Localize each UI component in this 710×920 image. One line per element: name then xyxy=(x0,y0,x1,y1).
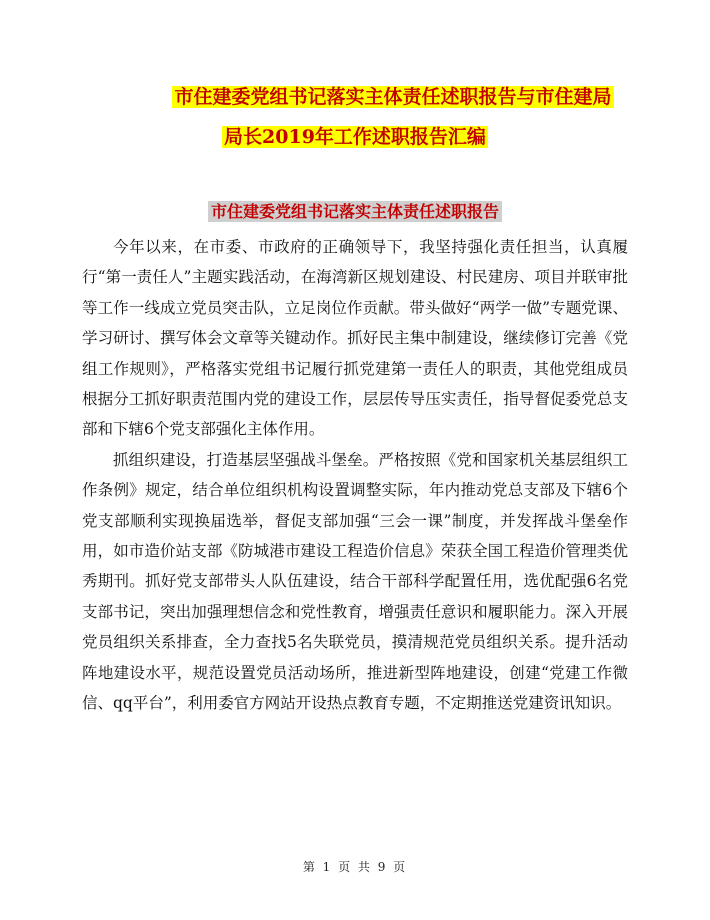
title-line-1-text: 市住建委党组书记落实主体责任述职报告与市住建局 xyxy=(174,86,612,108)
section-title-text: 市住建委党组书记落实主体责任述职报告 xyxy=(208,201,502,222)
title-line-2-text: 局长2019年工作述职报告汇编 xyxy=(224,126,486,148)
paragraph: 抓组织建设，打造基层坚强战斗堡垒。严格按照《党和国家机关基层组织工作条例》规定，结合单位组织机构设置调整实际，年内推动党总支部及下辖6个党支部顺利实现换届选举，督促支部加强“三会一课”制度，并发挥战斗堡垒作用，如市造价站支部《防城港市建设工程造价信息》荣获全国工程造价管理类优秀期刊。抓好党支部带头人队伍建设，结合干部科学配置任用，选优配强6名党支部书记，突出加强理想信念和党性教育，增强责任意识和履职能力。深入开展党员组织关系排查，全力查找5名失联党员，摸清规范党员组织关系。提升活动阵地建设水平，规范设置党员活动场所，推进新型阵地建设，创建“党建工作微信、qq平台”，利用委官方网站开设热点教育专题，不定期推送党建资讯知识。 xyxy=(82,450,628,713)
document-title-line-1 xyxy=(38,82,710,112)
section-title xyxy=(0,199,710,225)
paragraph: 今年以来，在市委、市政府的正确领导下，我坚持强化责任担当，认真履行“第一责任人”主题实践活动，在海湾新区规划建设、村民建房、项目并联审批等工作一线成立党员突击队，立足岗位作贡献。带头做好“两学一做”专题党课、学习研讨、撰写体会文章等关键动作。抓好民主集中制建设，继续修订完善《党组工作规则》，严格落实党组书记履行抓党建第一责任人的职责，其他党组成员根据分工抓好职责范围内党的建设工作，层层传导压实责任，指导督促委党总支部和下辖6个党支部强化主体作用。 xyxy=(82,238,628,439)
body-text xyxy=(82,232,628,719)
document-title-line-2 xyxy=(0,122,710,152)
page-footer: 第 1 页 共 9 页 xyxy=(302,860,408,874)
